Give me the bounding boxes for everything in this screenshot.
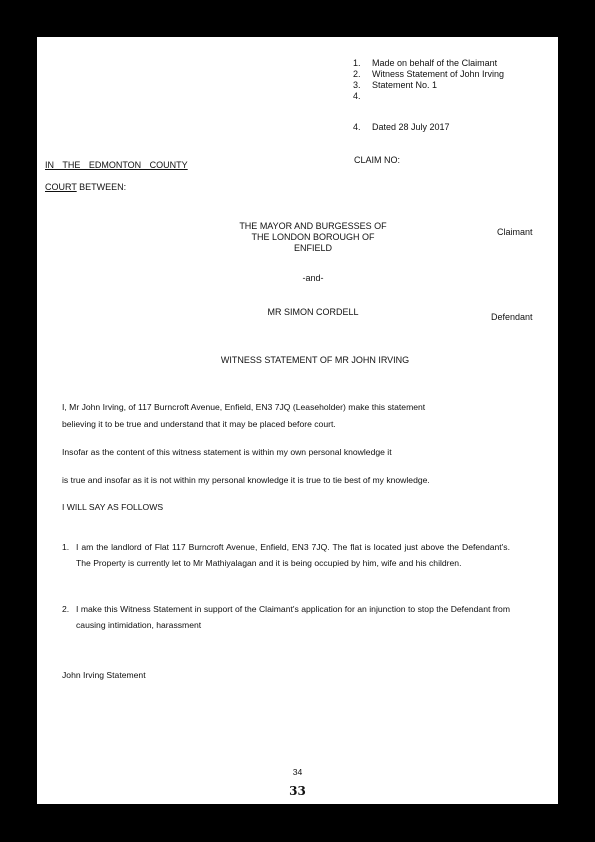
claimant-name-line: THE MAYOR AND BURGESSES OF [239, 221, 387, 231]
claimant-name-line: ENFIELD [293, 243, 332, 253]
meta-number: 1. [353, 58, 361, 68]
meta-number: 2. [353, 69, 361, 79]
meta-number: 3. [353, 80, 361, 90]
between-label: BETWEEN: [76, 182, 127, 192]
list-item [62, 539, 510, 571]
claimant-name-line: THE LONDON BOROUGH OF [251, 232, 375, 242]
meta-item [353, 58, 497, 69]
court-name-line2 [45, 182, 126, 193]
defendant-name: MR SIMON CORDELL [267, 307, 359, 317]
meta-text: Made on behalf of the Claimant [372, 58, 498, 68]
meta-number: 4. [353, 91, 361, 101]
list-item [62, 601, 510, 633]
defendant-role: Defendant [491, 312, 533, 322]
signature-label: John Irving Statement [62, 670, 146, 680]
knowledge-line-2: is true and insofar as it is not within my personal knowledge it is true to tie best of my knowledge. [62, 475, 430, 485]
statement-title: WITNESS STATEMENT OF MR JOHN IRVING [220, 355, 410, 365]
list-item-text: I make this Witness Statement in support of the Claimant's application for an injunction to stop the Defendant from causing intimidation, harassment [76, 604, 510, 630]
claim-number-label: CLAIM NO: [354, 155, 401, 165]
document-page [37, 37, 558, 804]
meta-text: Statement No. 1 [372, 80, 438, 90]
intro-paragraph [62, 399, 504, 433]
bundle-page-number: 33 [289, 784, 306, 798]
meta-item [353, 122, 450, 133]
knowledge-line-1: Insofar as the content of this witness statement is within my own personal knowledge it [62, 447, 392, 457]
meta-text: Dated 28 July 2017 [372, 122, 450, 132]
meta-item [353, 91, 372, 102]
will-say-heading: I WILL SAY AS FOLLOWS [62, 502, 164, 512]
meta-item [353, 69, 504, 80]
claimant-name [213, 221, 413, 254]
intro-line: I, Mr John Irving, of 117 Burncroft Avenue, Enfield, EN3 7JQ (Leaseholder) make this statement [62, 402, 426, 412]
meta-item [353, 80, 437, 91]
page-number: 34 [292, 767, 303, 777]
court-name-word: COURT [45, 182, 77, 192]
and-separator: -and- [302, 273, 324, 283]
list-item-text: I am the landlord of Flat 117 Burncroft Avenue, Enfield, EN3 7JQ. The flat is located just above the Defendant's. The Property is currently let to Mr Mathiyalagan and it is being occupied by him, wife and his children. [76, 542, 510, 568]
meta-number: 4. [353, 122, 361, 132]
claimant-role: Claimant [497, 227, 533, 237]
intro-line: believing it to be true and understand that it may be placed before court. [62, 419, 336, 429]
list-item-number: 1. [62, 542, 70, 552]
list-item-number: 2. [62, 604, 70, 614]
meta-text: Witness Statement of John Irving [372, 69, 505, 79]
court-name-line1: IN THE EDMONTON COUNTY [45, 160, 188, 170]
